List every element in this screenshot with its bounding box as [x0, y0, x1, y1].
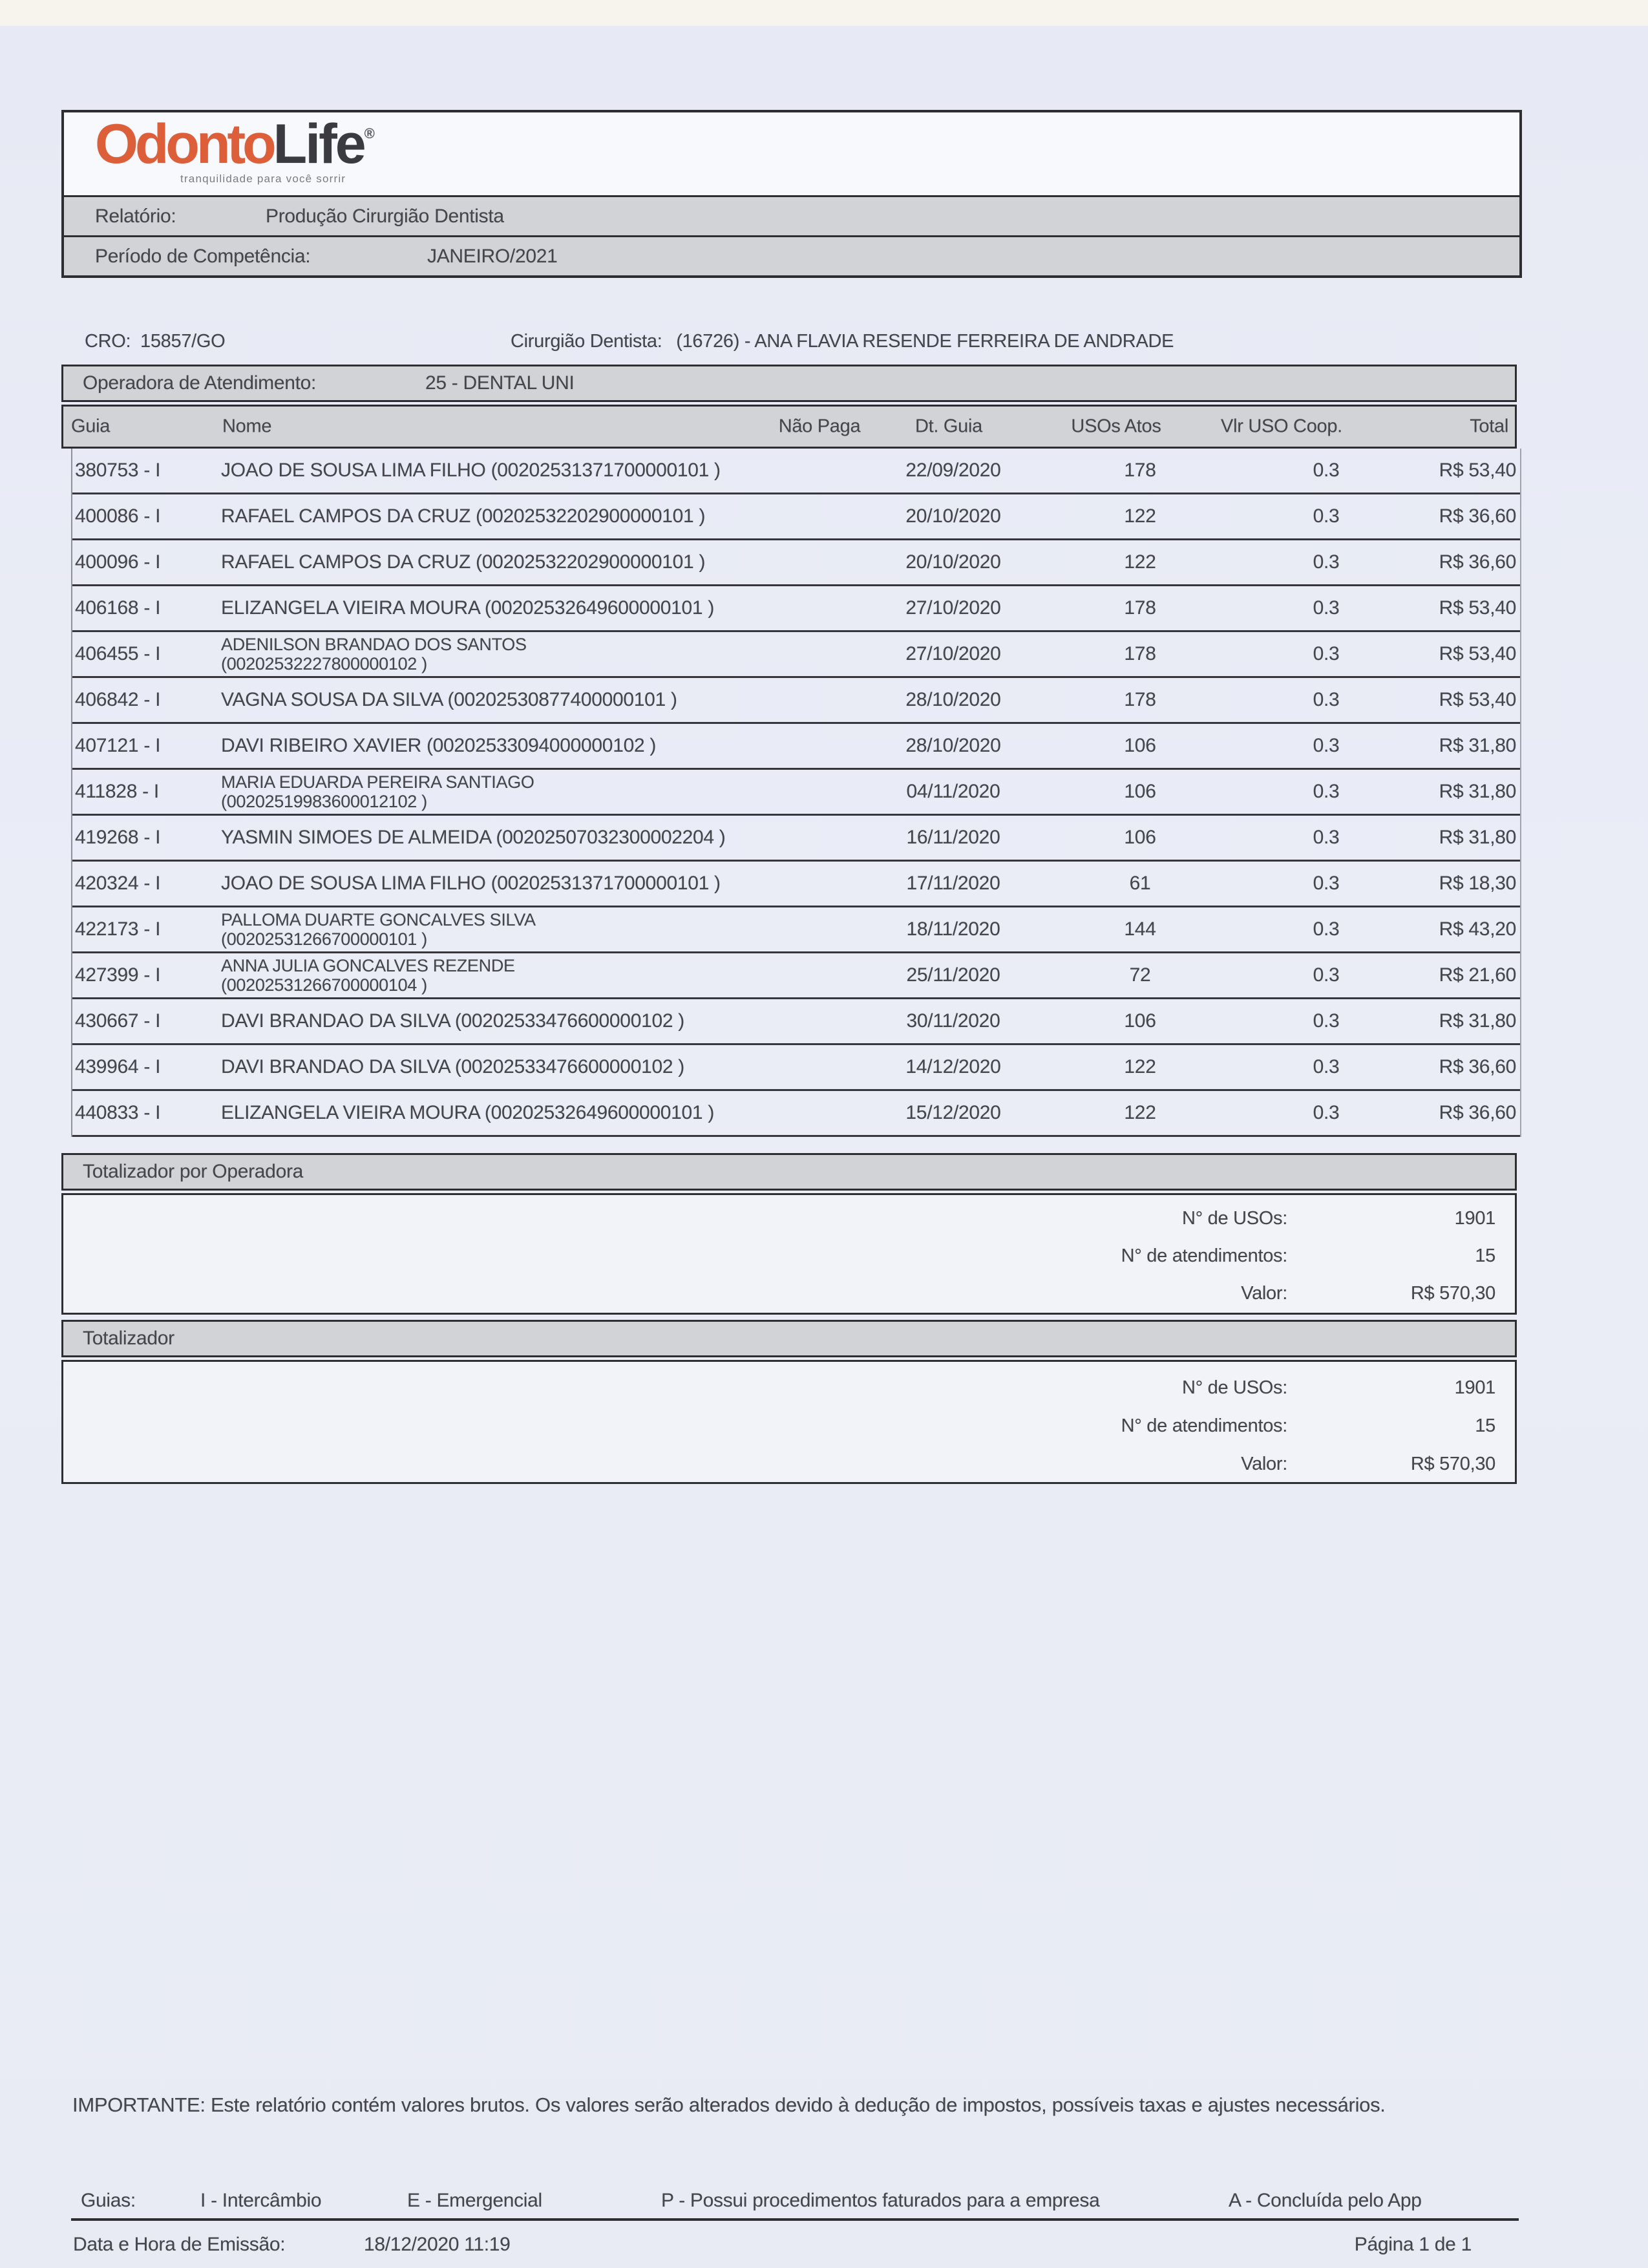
- guia-cell: 400086 - I: [75, 505, 161, 527]
- date-cell: 16/11/2020: [906, 827, 1000, 848]
- total-cell: R$ 53,40: [1439, 689, 1516, 710]
- total-atendimentos-label: N° de atendimentos:: [1121, 1245, 1287, 1266]
- table-row: [72, 1091, 1520, 1137]
- patient-name: RAFAEL CAMPOS DA CRUZ (00202532202900000101 ): [221, 551, 706, 573]
- name-cell: [221, 910, 536, 949]
- emission-footer: [61, 2234, 1517, 2261]
- date-cell: 18/11/2020: [906, 918, 1000, 940]
- usos-cell: 106: [1124, 827, 1156, 848]
- period-value: JANEIRO/2021: [427, 246, 558, 267]
- vlr-cell: 0.3: [1313, 1056, 1340, 1077]
- usos-cell: 106: [1124, 1010, 1156, 1032]
- date-cell: 04/11/2020: [906, 781, 1000, 802]
- usos-cell: 106: [1124, 735, 1156, 756]
- table-row: [72, 816, 1520, 862]
- date-cell: 20/10/2020: [905, 551, 1001, 573]
- total-cell: R$ 53,40: [1439, 643, 1516, 664]
- date-cell: 27/10/2020: [905, 597, 1001, 619]
- name-cell: [221, 1010, 684, 1032]
- operator-bar: [61, 365, 1517, 402]
- report-page: [0, 26, 1648, 2268]
- patient-name: RAFAEL CAMPOS DA CRUZ (00202532202900000101 ): [221, 505, 706, 527]
- guia-cell: 430667 - I: [75, 1010, 161, 1032]
- guia-cell: 422173 - I: [75, 918, 161, 940]
- name-cell: [221, 1102, 714, 1124]
- important-note: IMPORTANTE: Este relatório contém valores brutos. Os valores serão alterados devido à dedução de impostos, possíveis taxas e ajustes necessários.: [72, 2093, 1386, 2116]
- usos-cell: 61: [1129, 873, 1151, 894]
- col-header-usos-atos: USOs Atos: [1071, 416, 1161, 437]
- period-label: Período de Competência:: [95, 246, 311, 267]
- usos-cell: 178: [1124, 597, 1156, 619]
- vlr-cell: 0.3: [1313, 1102, 1340, 1123]
- name-cell: [221, 689, 677, 711]
- report-title-bar: [64, 195, 1519, 235]
- guia-cell: 439964 - I: [75, 1056, 161, 1077]
- table-row: [72, 907, 1520, 953]
- total-atendimentos-row: [63, 1413, 1515, 1439]
- total-atendimentos-label: N° de atendimentos:: [1121, 1415, 1287, 1436]
- vlr-cell: 0.3: [1313, 918, 1340, 940]
- total-cell: R$ 31,80: [1439, 1010, 1516, 1032]
- name-cell: [221, 735, 656, 757]
- guia-cell: 411828 - I: [75, 781, 159, 802]
- name-cell: [221, 551, 705, 573]
- total-usos-label: N° de USOs:: [1181, 1377, 1287, 1398]
- operator-label: Operadora de Atendimento:: [83, 372, 317, 394]
- vlr-cell: 0.3: [1313, 551, 1340, 573]
- legend-item-emergencial: E - Emergencial: [407, 2190, 542, 2211]
- table-row: [72, 678, 1520, 724]
- total-atendimentos-row: [63, 1243, 1515, 1269]
- page-indicator: Página 1 de 1: [1354, 2234, 1472, 2255]
- guia-cell: 419268 - I: [75, 827, 161, 848]
- total-cell: R$ 36,60: [1439, 1056, 1516, 1077]
- total-cell: R$ 53,40: [1439, 597, 1516, 619]
- vlr-cell: 0.3: [1313, 873, 1340, 894]
- total-cell: R$ 31,80: [1439, 827, 1516, 848]
- vlr-cell: 0.3: [1313, 643, 1340, 664]
- name-cell: [221, 873, 721, 895]
- patient-code: (00202531266700000104 ): [221, 975, 427, 995]
- total-valor-row: [63, 1451, 1515, 1477]
- emission-value: 18/12/2020 11:19: [364, 2234, 511, 2255]
- total-atendimentos-value: 15: [1475, 1245, 1495, 1266]
- vlr-cell: 0.3: [1313, 505, 1340, 527]
- patient-code: (00202532227800000102 ): [221, 654, 427, 673]
- table-row: [72, 540, 1520, 586]
- vlr-cell: 0.3: [1313, 781, 1340, 802]
- total-cell: R$ 21,60: [1439, 964, 1516, 986]
- cro-value: 15857/GO: [140, 331, 226, 352]
- totalizer-box: [61, 1360, 1517, 1484]
- totalizer-operator-title: Totalizador por Operadora: [83, 1161, 304, 1182]
- patient-name: JOAO DE SOUSA LIMA FILHO (00202531371700000101 ): [221, 460, 721, 481]
- usos-cell: 178: [1124, 643, 1156, 664]
- vlr-cell: 0.3: [1313, 460, 1340, 481]
- guia-cell: 406842 - I: [75, 689, 161, 710]
- patient-code: (00202531266700000101 ): [221, 929, 427, 949]
- patient-name: YASMIN SIMOES DE ALMEIDA (00202507032300002204 ): [221, 827, 726, 848]
- patient-name: ANNA JULIA GONCALVES REZENDE: [221, 956, 515, 975]
- vlr-cell: 0.3: [1313, 1010, 1340, 1032]
- table-row: [72, 999, 1520, 1045]
- table-row: [72, 862, 1520, 907]
- col-header-nao-paga: Não Paga: [778, 416, 861, 437]
- name-cell: [221, 772, 534, 811]
- col-header-dt-guia: Dt. Guia: [915, 416, 982, 437]
- patient-name: PALLOMA DUARTE GONCALVES SILVA: [221, 910, 536, 929]
- patient-name: JOAO DE SOUSA LIMA FILHO (00202531371700000101 ): [221, 873, 721, 894]
- usos-cell: 122: [1124, 505, 1156, 527]
- footer-divider: [71, 2218, 1519, 2221]
- date-cell: 30/11/2020: [906, 1010, 1000, 1032]
- odontolife-logo: [95, 113, 375, 185]
- emission-label: Data e Hora de Emissão:: [73, 2234, 286, 2255]
- guia-cell: 380753 - I: [75, 460, 161, 481]
- guia-cell: 406168 - I: [75, 597, 161, 619]
- col-header-guia: Guia: [71, 416, 111, 437]
- name-cell: [221, 597, 714, 619]
- name-cell: [221, 1056, 684, 1078]
- guia-cell: 407121 - I: [75, 735, 161, 756]
- table-row: [72, 449, 1520, 494]
- table-header: [61, 405, 1517, 449]
- vlr-cell: 0.3: [1313, 964, 1340, 986]
- dentist-name-group: [511, 331, 1174, 352]
- dentist-value: (16726) - ANA FLAVIA RESENDE FERREIRA DE ANDRADE: [676, 331, 1174, 352]
- table-row: [72, 586, 1520, 632]
- date-cell: 15/12/2020: [905, 1102, 1001, 1123]
- legend-label: Guias:: [81, 2190, 136, 2211]
- totalizer-operator-box: [61, 1193, 1517, 1315]
- date-cell: 14/12/2020: [905, 1056, 1001, 1077]
- total-usos-value: 1901: [1454, 1208, 1495, 1229]
- table-row: [72, 1045, 1520, 1091]
- guia-cell: 440833 - I: [75, 1102, 161, 1123]
- total-cell: R$ 18,30: [1439, 873, 1516, 894]
- table-row: [72, 953, 1520, 999]
- cro-label: CRO:: [85, 331, 131, 352]
- patient-name: ADENILSON BRANDAO DOS SANTOS: [221, 635, 527, 654]
- name-cell: [221, 635, 527, 673]
- usos-cell: 178: [1124, 460, 1156, 481]
- total-valor-value: R$ 570,30: [1410, 1454, 1495, 1474]
- total-cell: R$ 31,80: [1439, 781, 1516, 802]
- total-usos-row: [63, 1375, 1515, 1401]
- date-cell: 28/10/2020: [905, 735, 1001, 756]
- registered-mark: ®: [364, 125, 375, 142]
- name-cell: [221, 505, 705, 527]
- totalizer-bar: [61, 1320, 1517, 1357]
- vlr-cell: 0.3: [1313, 735, 1340, 756]
- patient-name: MARIA EDUARDA PEREIRA SANTIAGO: [221, 772, 534, 792]
- guia-cell: 427399 - I: [75, 964, 161, 986]
- usos-cell: 106: [1124, 781, 1156, 802]
- brand-odonto: Odonto: [95, 113, 273, 175]
- total-cell: R$ 31,80: [1439, 735, 1516, 756]
- patient-name: ELIZANGELA VIEIRA MOURA (00202532649600000101 ): [221, 1102, 715, 1123]
- brand-life: Life: [273, 113, 364, 175]
- date-cell: 22/09/2020: [905, 460, 1001, 481]
- vlr-cell: 0.3: [1313, 827, 1340, 848]
- vlr-cell: 0.3: [1313, 689, 1340, 710]
- total-usos-label: N° de USOs:: [1181, 1208, 1287, 1229]
- date-cell: 27/10/2020: [905, 643, 1001, 664]
- period-bar: [64, 235, 1519, 275]
- report-label: Relatório:: [95, 206, 176, 227]
- date-cell: 20/10/2020: [905, 505, 1001, 527]
- brand-tagline: tranquilidade para você sorrir: [180, 173, 346, 185]
- legend-item-concluida-app: A - Concluída pelo App: [1229, 2190, 1422, 2211]
- legend-item-intercambio: I - Intercâmbio: [200, 2190, 322, 2211]
- table-row: [72, 770, 1520, 816]
- report-header-box: [61, 110, 1522, 278]
- total-cell: R$ 36,60: [1439, 505, 1516, 527]
- logo-area: [64, 112, 1519, 195]
- legend-item-faturados: P - Possui procedimentos faturados para a empresa: [661, 2190, 1100, 2211]
- dentist-info-line: [61, 331, 1517, 357]
- table-row: [72, 494, 1520, 540]
- total-valor-value: R$ 570,30: [1410, 1283, 1495, 1304]
- usos-cell: 122: [1124, 551, 1156, 573]
- col-header-total: Total: [1470, 416, 1508, 437]
- vlr-cell: 0.3: [1313, 597, 1340, 619]
- col-header-nome: Nome: [222, 416, 272, 437]
- report-value: Produção Cirurgião Dentista: [266, 206, 504, 227]
- date-cell: 28/10/2020: [905, 689, 1001, 710]
- name-cell: [221, 827, 726, 849]
- table-row: [72, 724, 1520, 770]
- total-cell: R$ 36,60: [1439, 551, 1516, 573]
- usos-cell: 72: [1129, 964, 1151, 986]
- total-valor-row: [63, 1280, 1515, 1306]
- patient-name: DAVI BRANDAO DA SILVA (00202533476600000102 ): [221, 1056, 684, 1077]
- total-usos-value: 1901: [1454, 1377, 1495, 1398]
- patient-name: ELIZANGELA VIEIRA MOURA (00202532649600000101 ): [221, 597, 715, 619]
- usos-cell: 178: [1124, 689, 1156, 710]
- guia-cell: 420324 - I: [75, 873, 161, 894]
- table-body: [71, 449, 1521, 1137]
- name-cell: [221, 460, 721, 482]
- total-atendimentos-value: 15: [1475, 1415, 1495, 1436]
- table-row: [72, 632, 1520, 678]
- usos-cell: 122: [1124, 1056, 1156, 1077]
- patient-name: DAVI RIBEIRO XAVIER (00202533094000000102 ): [221, 735, 657, 756]
- guia-cell: 406455 - I: [75, 643, 161, 664]
- date-cell: 25/11/2020: [906, 964, 1000, 986]
- usos-cell: 144: [1124, 918, 1156, 940]
- total-cell: R$ 43,20: [1439, 918, 1516, 940]
- brand-wordmark: [95, 113, 375, 175]
- total-cell: R$ 36,60: [1439, 1102, 1516, 1123]
- patient-code: (00202519983600012102 ): [221, 792, 427, 811]
- totalizer-title: Totalizador: [83, 1328, 174, 1349]
- patient-name: VAGNA SOUSA DA SILVA (00202530877400000101 ): [221, 689, 677, 710]
- name-cell: [221, 956, 515, 995]
- dentist-label: Cirurgião Dentista:: [511, 331, 662, 352]
- totalizer-operator-bar: [61, 1153, 1517, 1191]
- total-usos-row: [63, 1205, 1515, 1231]
- operator-value: 25 - DENTAL UNI: [425, 372, 575, 394]
- total-valor-label: Valor:: [1241, 1283, 1287, 1304]
- date-cell: 17/11/2020: [906, 873, 1000, 894]
- total-valor-label: Valor:: [1241, 1454, 1287, 1474]
- total-cell: R$ 53,40: [1439, 460, 1516, 481]
- guias-legend: [61, 2190, 1517, 2216]
- col-header-vlr-uso-coop: Vlr USO Coop.: [1221, 416, 1342, 437]
- guia-cell: 400096 - I: [75, 551, 161, 573]
- usos-cell: 122: [1124, 1102, 1156, 1123]
- patient-name: DAVI BRANDAO DA SILVA (00202533476600000102 ): [221, 1010, 684, 1032]
